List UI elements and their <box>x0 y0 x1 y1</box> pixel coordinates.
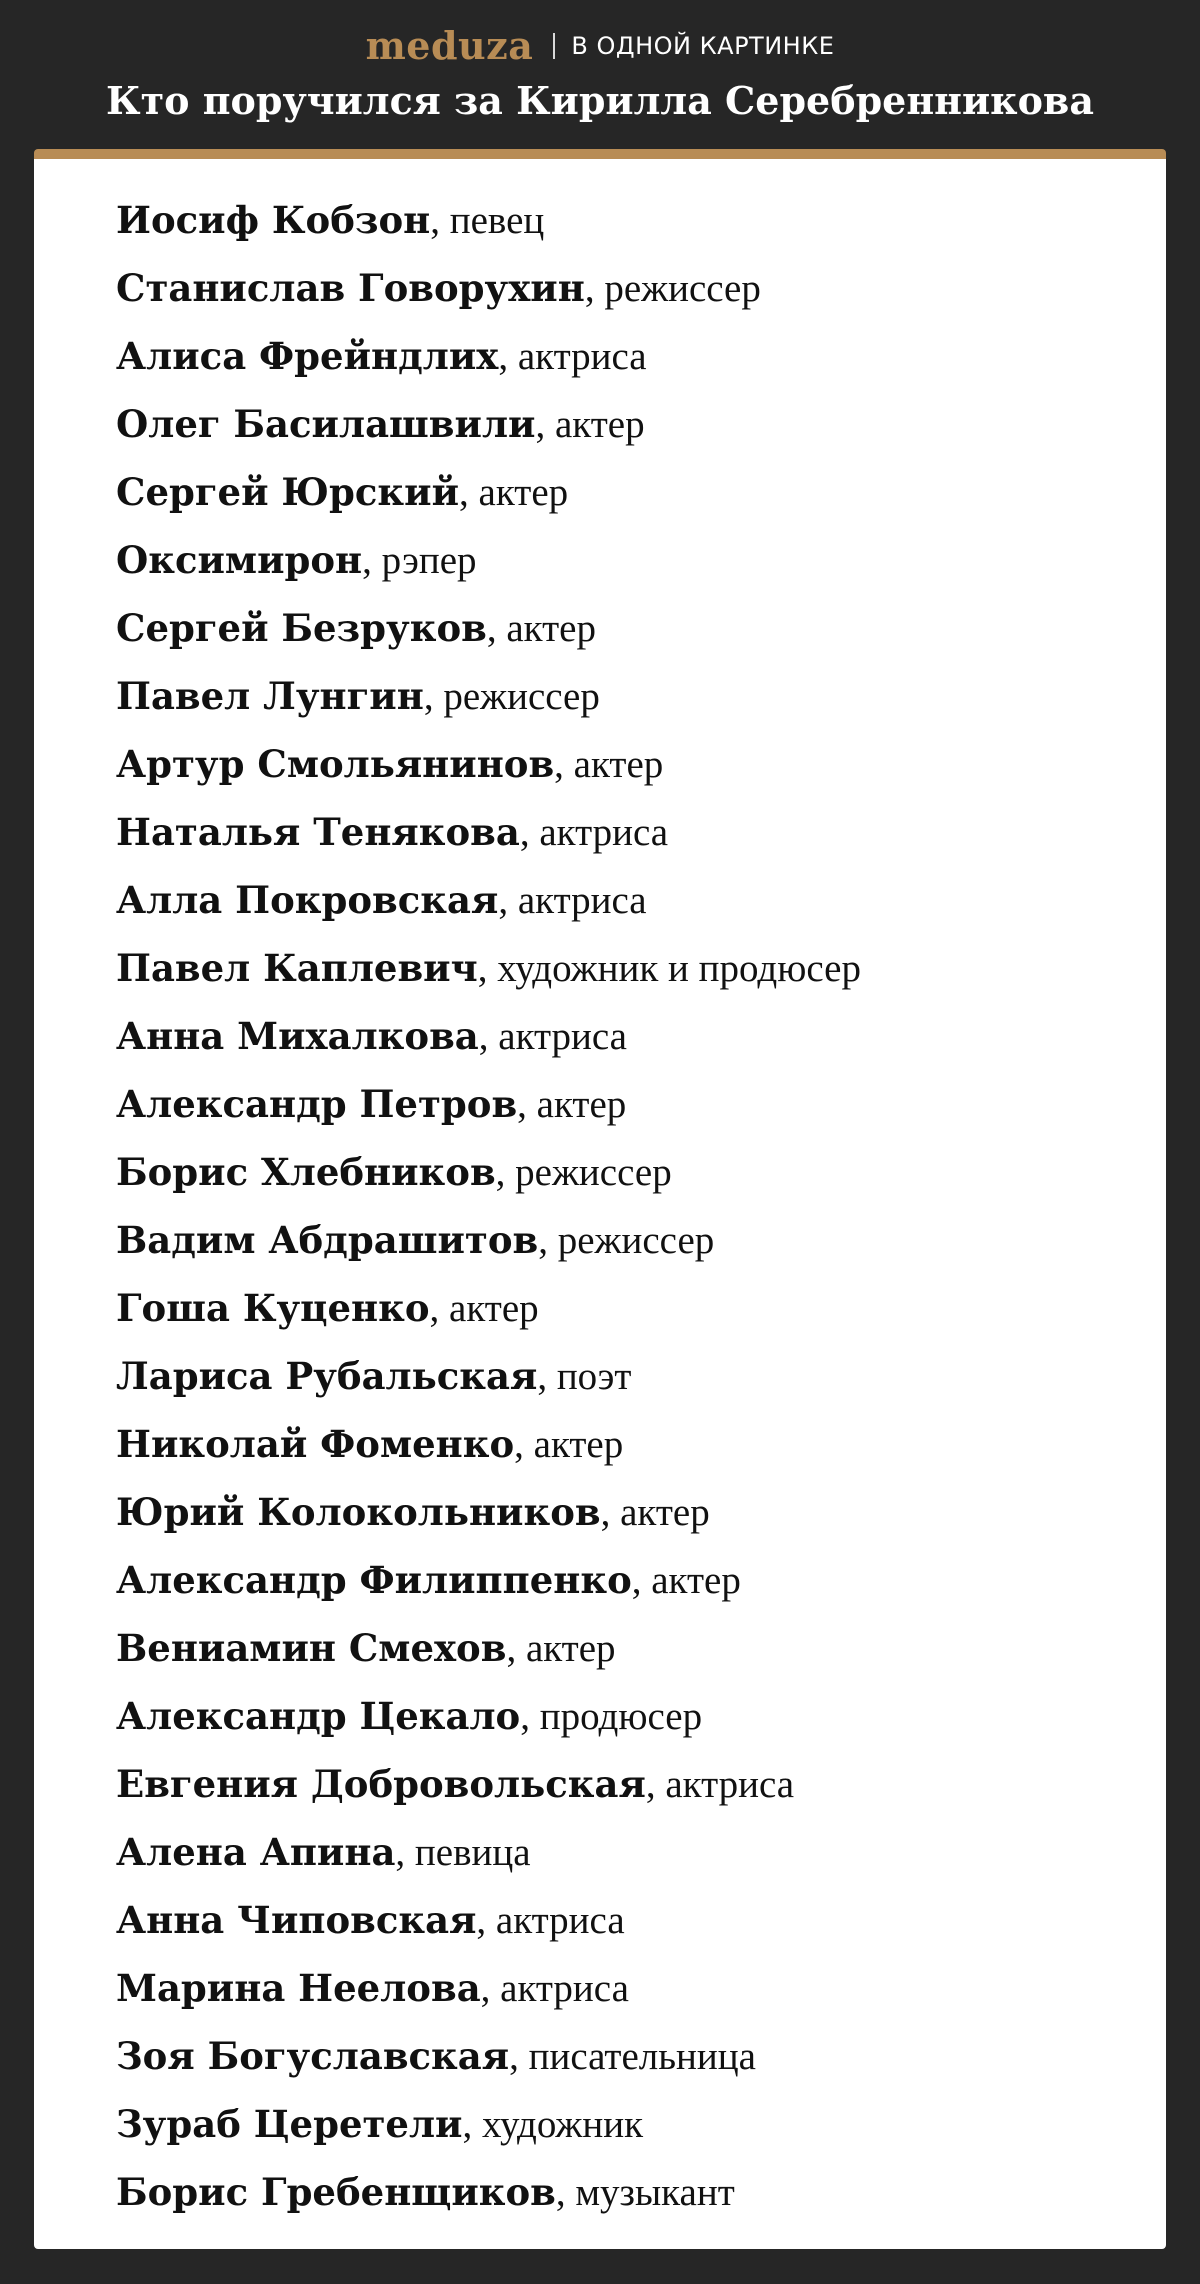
person-role: , актер <box>459 471 569 514</box>
person-name: Павел Каплевич <box>116 946 478 990</box>
person-name: Марина Неелова <box>116 1966 481 2010</box>
person-role: , актриса <box>478 1015 627 1058</box>
person-name: Александр Филиппенко <box>116 1558 632 1602</box>
person-name: Наталья Тенякова <box>116 810 520 854</box>
list-item <box>116 459 861 527</box>
list-item <box>116 935 861 1003</box>
person-role: , музыкант <box>555 2171 735 2214</box>
list-item <box>116 2023 861 2091</box>
list-item <box>116 731 861 799</box>
person-name: Оксимирон <box>116 538 363 582</box>
person-name: Анна Михалкова <box>116 1014 479 1058</box>
person-role: , актер <box>486 607 596 650</box>
section-label: В ОДНОЙ КАРТИНКЕ <box>571 32 835 60</box>
person-name: Сергей Юрский <box>116 470 460 514</box>
person-role: , режиссер <box>538 1219 715 1262</box>
person-role: , режиссер <box>584 267 761 310</box>
list-item <box>116 391 861 459</box>
list-item <box>116 1343 861 1411</box>
list-item <box>116 1071 861 1139</box>
person-name: Сергей Безруков <box>116 606 487 650</box>
person-role: , актер <box>514 1423 624 1466</box>
person-role: , продюсер <box>520 1695 703 1738</box>
person-role: , певица <box>395 1831 531 1874</box>
person-name: Гоша Куценко <box>116 1286 430 1330</box>
list-item <box>116 1479 861 1547</box>
list-item <box>116 187 861 255</box>
content-card <box>34 149 1166 2249</box>
brand-row <box>0 22 1200 70</box>
person-name: Олег Басилашвили <box>116 402 536 446</box>
person-role: , певец <box>430 199 545 242</box>
list-item <box>116 595 861 663</box>
page-header <box>0 0 1200 150</box>
list-item <box>116 1411 861 1479</box>
list-item <box>116 323 861 391</box>
list-item <box>116 1683 861 1751</box>
person-role: , режиссер <box>423 675 600 718</box>
list-item <box>116 1207 861 1275</box>
person-name: Анна Чиповская <box>116 1898 477 1942</box>
person-role: , актриса <box>519 811 669 854</box>
person-name: Павел Лунгин <box>116 674 424 718</box>
list-item <box>116 2159 861 2227</box>
list-item <box>116 527 861 595</box>
person-name: Александр Петров <box>116 1082 518 1126</box>
list-item <box>116 1819 861 1887</box>
list-item <box>116 255 861 323</box>
person-name: Евгения Добровольская <box>116 1762 646 1806</box>
person-name: Николай Фоменко <box>116 1422 515 1466</box>
person-name: Алиса Фрейндлих <box>116 334 499 378</box>
person-role: , актриса <box>645 1763 795 1806</box>
person-role: , актер <box>554 743 664 786</box>
person-role: , актер <box>517 1083 627 1126</box>
person-name: Станислав Говорухин <box>116 266 585 310</box>
person-role: , художник <box>462 2103 644 2146</box>
list-item <box>116 1547 861 1615</box>
person-role: , актер <box>631 1559 741 1602</box>
person-role: , актриса <box>476 1899 625 1942</box>
person-name: Лариса Рубальская <box>116 1354 538 1398</box>
person-role: , рэпер <box>362 539 477 582</box>
list-item <box>116 1751 861 1819</box>
person-role: , актриса <box>498 335 647 378</box>
meduza-logo[interactable]: meduza <box>365 23 534 68</box>
list-item <box>116 1275 861 1343</box>
brand-divider <box>553 33 555 59</box>
person-name: Зоя Богуславская <box>116 2034 510 2078</box>
list-item <box>116 867 861 935</box>
list-item <box>116 1615 861 1683</box>
person-name: Борис Гребенщиков <box>116 2170 556 2214</box>
person-name: Зураб Церетели <box>116 2102 463 2146</box>
person-name: Алена Апина <box>116 1830 396 1874</box>
person-name: Алла Покровская <box>116 878 499 922</box>
list-item <box>116 1887 861 1955</box>
person-role: , актер <box>600 1491 710 1534</box>
list-item <box>116 799 861 867</box>
guarantors-list <box>116 187 861 2227</box>
person-role: , режиссер <box>495 1151 672 1194</box>
person-role: , актер <box>506 1627 616 1670</box>
person-name: Вадим Абдрашитов <box>116 1218 539 1262</box>
person-name: Борис Хлебников <box>116 1150 496 1194</box>
person-name: Александр Цекало <box>116 1694 521 1738</box>
list-item <box>116 2091 861 2159</box>
person-name: Вениамин Смехов <box>116 1626 507 1670</box>
list-item <box>116 1955 861 2023</box>
person-role: , писательница <box>509 2035 756 2078</box>
list-item <box>116 1003 861 1071</box>
person-role: , актриса <box>498 879 647 922</box>
person-role: , художник и продюсер <box>477 947 861 990</box>
person-name: Юрий Колокольников <box>116 1490 601 1534</box>
page-title: Кто поручился за Кирилла Серебренникова <box>106 78 1094 123</box>
list-item <box>116 663 861 731</box>
person-role: , актер <box>535 403 645 446</box>
person-role: , актриса <box>480 1967 629 2010</box>
list-item <box>116 1139 861 1207</box>
person-role: , актер <box>429 1287 539 1330</box>
person-role: , поэт <box>537 1355 632 1398</box>
person-name: Артур Смольянинов <box>116 742 555 786</box>
person-name: Иосиф Кобзон <box>116 198 431 242</box>
